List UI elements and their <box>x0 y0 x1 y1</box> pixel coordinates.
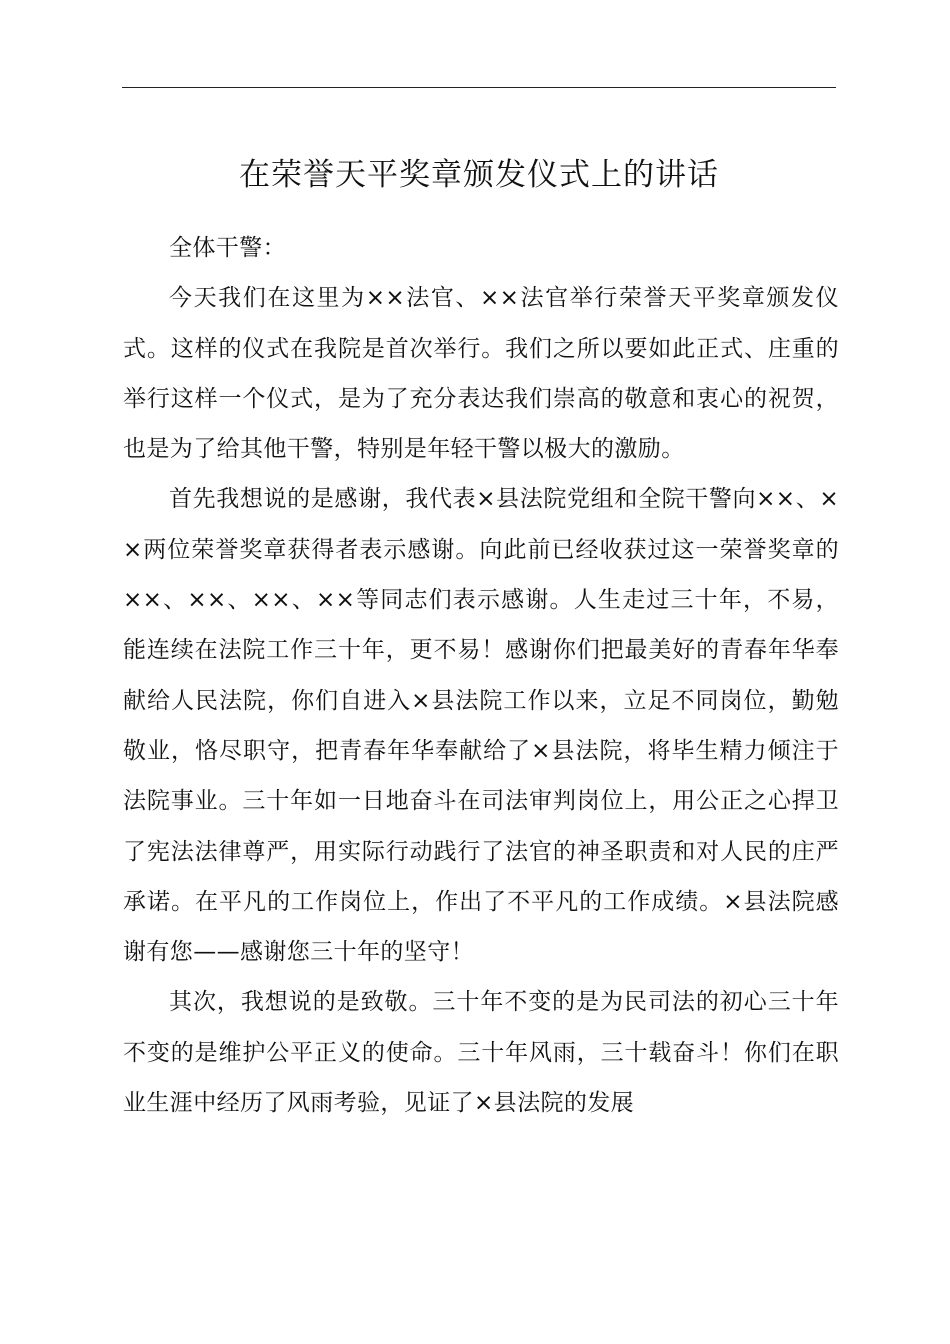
document-body <box>123 223 839 1128</box>
document-title: 在荣誉天平奖章颁发仪式上的讲话 <box>239 157 719 193</box>
paragraph-2: 首先我想说的是感谢，我代表×县法院党组和全院干警向××、××两位荣誉奖章获得者表示感谢。向此前已经收获过这一荣誉奖章的××、××、××、××等同志们表示感谢。人生走过三十年，不易，能连续在法院工作三十年，更不易！感谢你们把最美好的青春年华奉献给人民法院，你们自进入×县法院工作以来，立足不同岗位，勤勉敬业，恪尽职守，把青春年华奉献给了×县法院，将毕生精力倾注于法院事业。三十年如一日地奋斗在司法审判岗位上，用公正之心捍卫了宪法法律尊严，用实际行动践行了法官的神圣职责和对人民的庄严承诺。在平凡的工作岗位上，作出了不平凡的工作成绩。×县法院感谢有您——感谢您三十年的坚守！ <box>123 486 839 966</box>
salutation: 全体干警： <box>169 235 286 261</box>
paragraph-3: 其次，我想说的是致敬。三十年不变的是为民司法的初心三十年不变的是维护公平正义的使命。三十年风雨，三十载奋斗！你们在职业生涯中经历了风雨考验，见证了×县法院的发展 <box>123 989 839 1117</box>
header-rule <box>122 87 836 88</box>
paragraph-1: 今天我们在这里为××法官、××法官举行荣誉天平奖章颁发仪式。这样的仪式在我院是首次举行。我们之所以要如此正式、庄重的举行这样一个仪式，是为了充分表达我们崇高的敬意和衷心的祝贺，也是为了给其他干警，特别是年轻干警以极大的激励。 <box>123 285 839 463</box>
